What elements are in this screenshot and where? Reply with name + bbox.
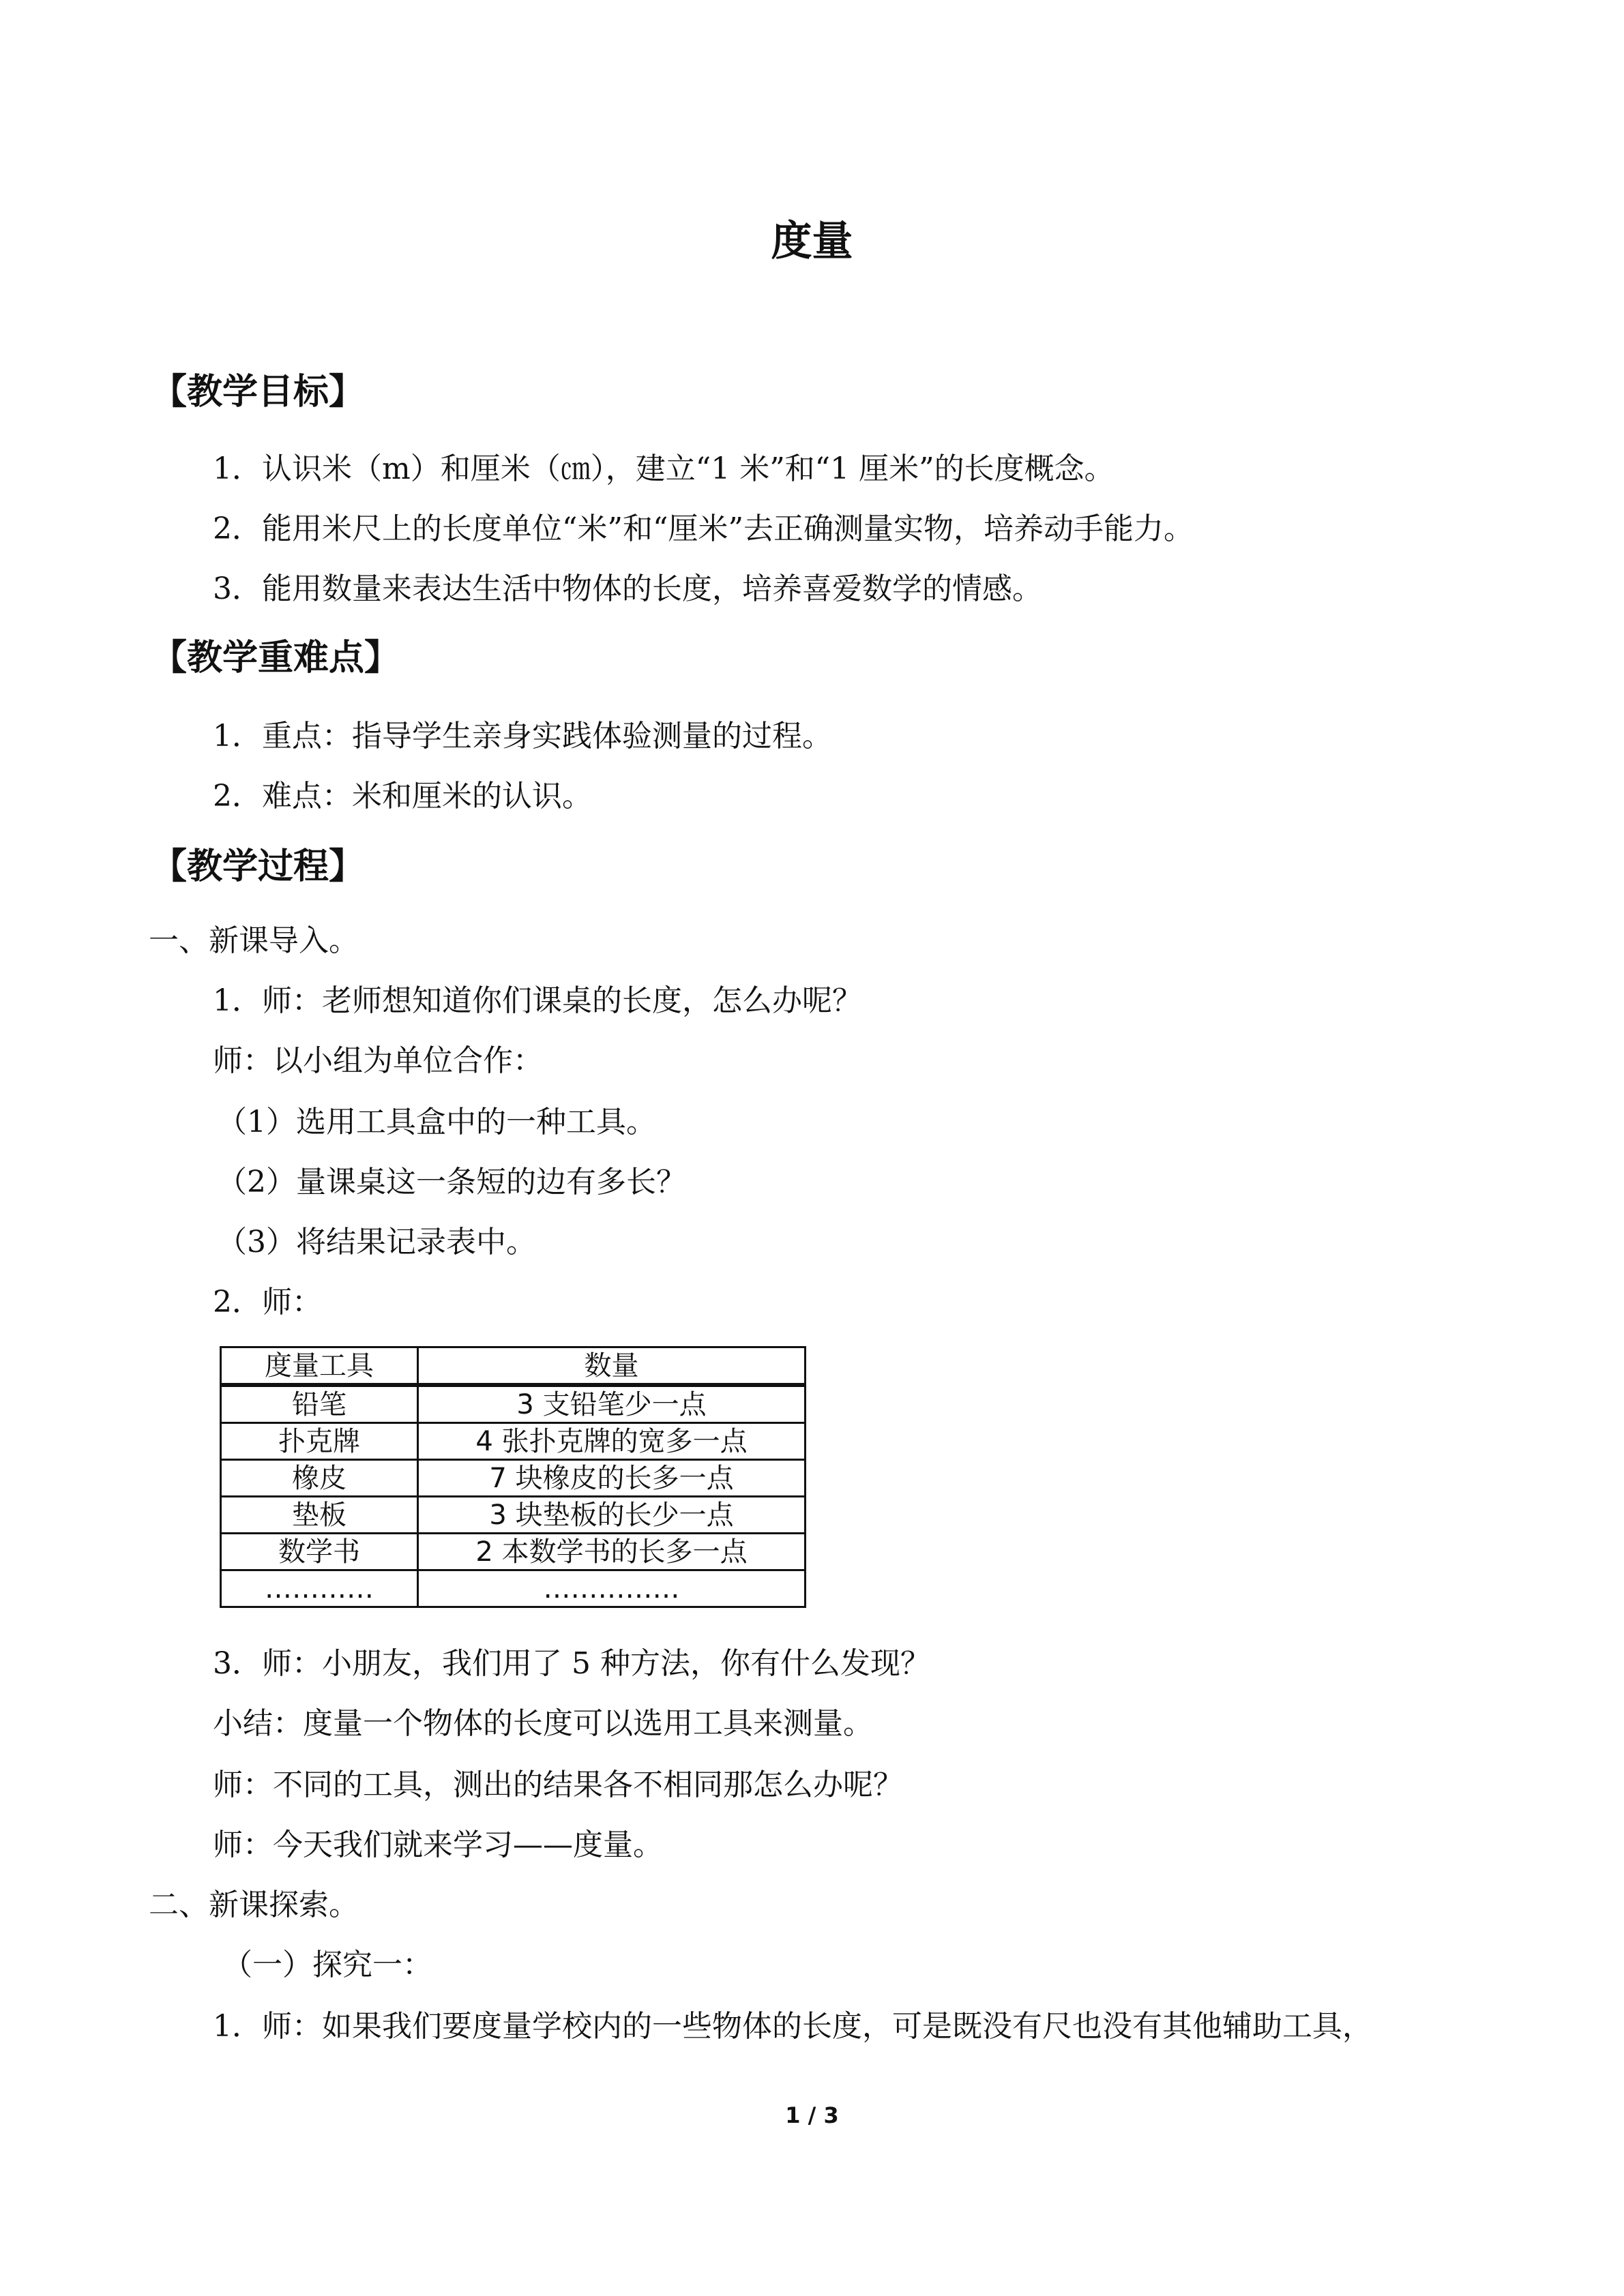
goal-item: 1．认识米（m）和厘米（㎝），建立“1 米”和“1 厘米”的长度概念。 — [213, 451, 1114, 486]
paragraph: 1．师：如果我们要度量学校内的一些物体的长度，可是既没有尺也没有其他辅助工具， — [213, 2009, 1372, 2044]
table-cell-quantity: 4 张扑克牌的宽多一点 — [418, 1423, 806, 1460]
paragraph: 3．师：小朋友，我们用了 5 种方法，你有什么发现？ — [213, 1646, 930, 1681]
page-number: 1 / 3 — [785, 2102, 839, 2128]
table-row — [221, 1570, 806, 1607]
section-heading-goals: 【教学目标】 — [151, 372, 365, 413]
page-title: 度量 — [771, 218, 853, 265]
table-cell-quantity: 2 本数学书的长多一点 — [418, 1534, 806, 1570]
table-cell-quantity: 3 块垫板的长少一点 — [418, 1497, 806, 1534]
paragraph: 2．师： — [213, 1285, 322, 1320]
column-header-quantity: 数量 — [418, 1347, 806, 1386]
part-heading: 二、新课探索。 — [149, 1888, 359, 1922]
table-header-row — [221, 1347, 806, 1386]
section-heading-process: 【教学过程】 — [151, 846, 365, 887]
table-cell-tool: 扑克牌 — [221, 1423, 418, 1460]
paragraph: （3）将结果记录表中。 — [217, 1225, 536, 1259]
paragraph: 师：以小组为单位合作： — [213, 1043, 543, 1078]
key-point-item: 1．重点：指导学生亲身实践体验测量的过程。 — [213, 719, 832, 754]
table-cell-tool: 垫板 — [221, 1497, 418, 1534]
paragraph: 师：今天我们就来学习——度量。 — [213, 1828, 663, 1862]
table-cell-quantity: …………… — [418, 1570, 806, 1607]
paragraph: （1）选用工具盒中的一种工具。 — [217, 1105, 656, 1139]
table-row — [221, 1423, 806, 1460]
key-point-item: 2．难点：米和厘米的认识。 — [213, 779, 592, 814]
table-cell-quantity: 7 块橡皮的长多一点 — [418, 1460, 806, 1497]
paragraph: （一）探究一： — [222, 1948, 432, 1982]
table-row — [221, 1534, 806, 1570]
part-heading: 一、新课导入。 — [149, 923, 359, 958]
goal-item: 3．能用数量来表达生活中物体的长度，培养喜爱数学的情感。 — [213, 571, 1042, 606]
table-row — [221, 1497, 806, 1534]
table-cell-quantity: 3 支铅笔少一点 — [418, 1385, 806, 1423]
table-row — [221, 1460, 806, 1497]
paragraph: 师：不同的工具，测出的结果各不相同那怎么办呢？ — [213, 1768, 903, 1802]
goal-item: 2．能用米尺上的长度单位“米”和“厘米”去正确测量实物，培养动手能力。 — [213, 511, 1194, 546]
table-cell-tool: 橡皮 — [221, 1460, 418, 1497]
table-cell-tool: ………… — [221, 1570, 418, 1607]
table-cell-tool: 数学书 — [221, 1534, 418, 1570]
table-cell-tool: 铅笔 — [221, 1385, 418, 1423]
paragraph: 1．师：老师想知道你们课桌的长度，怎么办呢？ — [213, 983, 862, 1018]
section-heading-key-points: 【教学重难点】 — [151, 638, 400, 679]
column-header-tool: 度量工具 — [221, 1347, 418, 1386]
paragraph: 小结：度量一个物体的长度可以选用工具来测量。 — [213, 1706, 873, 1741]
table-row — [221, 1385, 806, 1423]
paragraph: （2）量课桌这一条短的边有多长？ — [217, 1165, 686, 1199]
measurement-table — [220, 1346, 806, 1608]
